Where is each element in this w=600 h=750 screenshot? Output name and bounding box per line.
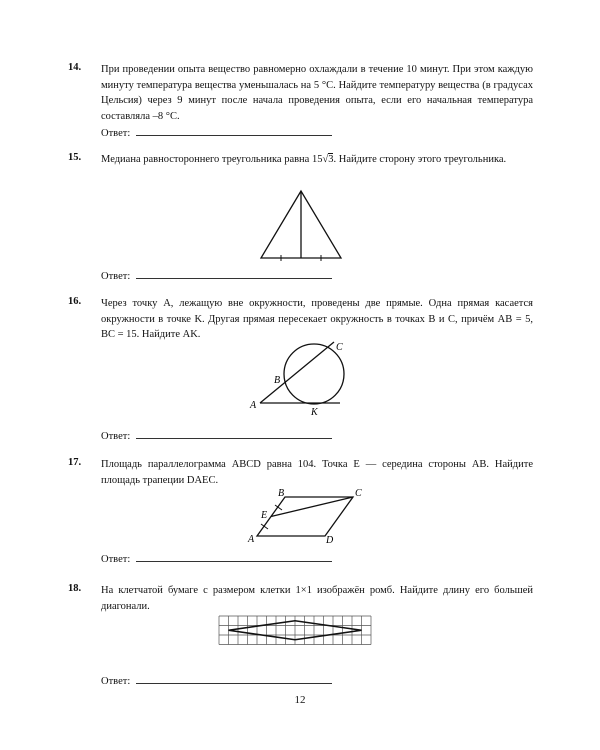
problem-number: 18.	[68, 583, 82, 594]
label-a: A	[248, 534, 255, 545]
parallelogram-figure	[243, 487, 363, 547]
answer-label: Ответ:	[101, 676, 131, 687]
answer-row	[101, 552, 332, 565]
answer-field[interactable]	[136, 269, 332, 279]
label-e: E	[261, 510, 268, 521]
rhombus-grid-figure	[216, 613, 378, 649]
circle-figure	[248, 336, 358, 416]
label-c: C	[336, 342, 343, 353]
answer-field[interactable]	[136, 552, 332, 562]
problem-16	[68, 296, 533, 441]
circle	[284, 344, 344, 404]
answer-field[interactable]	[136, 126, 332, 136]
problem-text: При проведении опыта вещество равномерно охлаждали в течение 10 минут. При этом каждую минуту температура вещества уменьшалась на 5 °С. Найдите температуру вещества (в градусах Цельсия) через 9 минут после начала проведения опыта, если его начальная температура составляла –8 °С.	[101, 64, 533, 122]
label-c: C	[355, 488, 362, 499]
answer-row	[101, 269, 332, 282]
problem-15	[68, 152, 533, 282]
answer-label: Ответ:	[101, 271, 131, 282]
problem-text	[101, 152, 533, 168]
label-b: B	[274, 375, 281, 386]
label-k: K	[311, 407, 318, 416]
page-number: 12	[294, 694, 306, 706]
answer-field[interactable]	[136, 429, 332, 439]
secant-line	[260, 342, 334, 403]
answer-field[interactable]	[136, 674, 332, 684]
answer-row	[101, 126, 332, 139]
answer-row	[101, 674, 332, 687]
problem-text-after: . Найдите сторону этого треугольника.	[333, 154, 507, 165]
triangle-figure	[258, 188, 348, 268]
problem-number: 14.	[68, 62, 82, 73]
answer-label: Ответ:	[101, 128, 131, 139]
sqrt-radicand: 3	[328, 154, 334, 165]
problem-18	[68, 583, 533, 687]
label-d: D	[326, 535, 334, 546]
answer-label: Ответ:	[101, 554, 131, 565]
problem-text: На клетчатой бумаге с размером клетки 1×1 изображён ромб. Найдите длину его большей диагонали.	[101, 585, 533, 612]
label-a: A	[250, 400, 257, 411]
answer-label: Ответ:	[101, 431, 131, 442]
problem-text-before: Медиана равностороннего треугольника равна 15	[101, 154, 323, 165]
problem-17	[68, 457, 533, 572]
label-b: B	[278, 488, 285, 499]
problem-14	[68, 62, 533, 142]
problem-number: 17.	[68, 457, 82, 468]
problem-text: Через точку A, лежащую вне окружности, проведены две прямые. Одна прямая касается окружности в точке K. Другая прямая пересекает окружность в точках B и C, причём AB = 5, BC = 15. Найдите AK.	[101, 298, 533, 340]
problem-number: 15.	[68, 152, 82, 163]
problem-number: 16.	[68, 296, 82, 307]
sqrt-symbol: √3	[322, 154, 334, 165]
answer-row	[101, 429, 332, 442]
problem-text: Площадь параллелограмма ABCD равна 104. Точка E — середина стороны AB. Найдите площадь трапеции DAEC.	[101, 459, 533, 486]
